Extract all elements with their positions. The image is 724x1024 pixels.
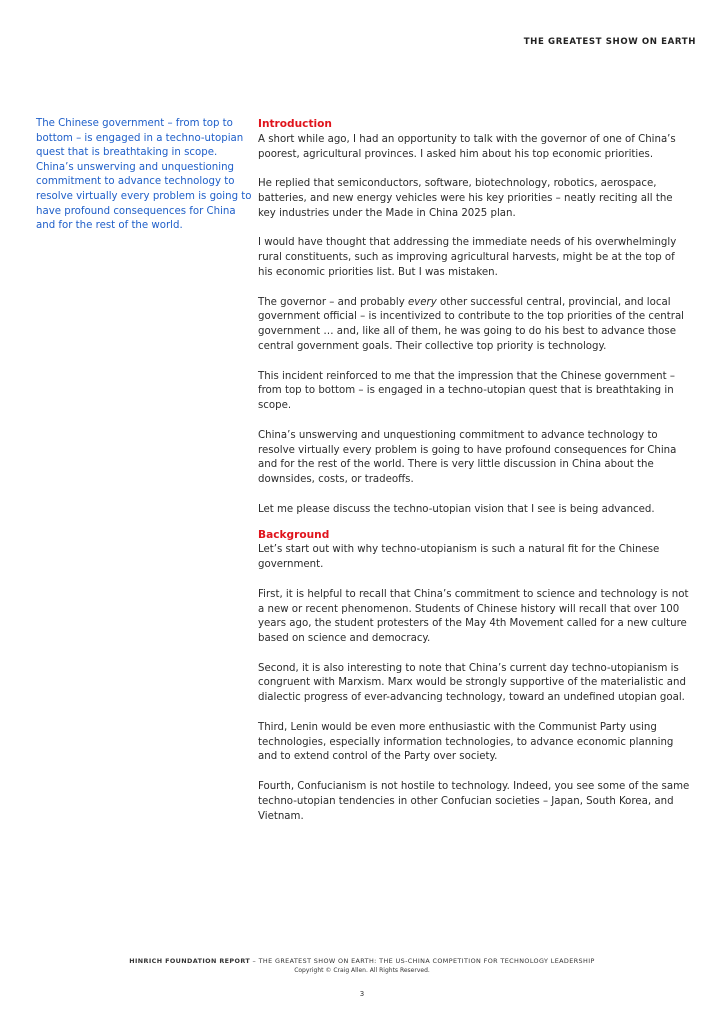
page-number: 3 bbox=[359, 990, 365, 998]
section-heading-background: Background bbox=[258, 528, 330, 541]
copyright-notice: Copyright © Craig Allen. All Rights Reserved. bbox=[294, 967, 430, 974]
paragraph: First, it is helpful to recall that China’s commitment to science and technology is not a new or recent phenomenon. Students of Chinese history will recall that over 100 years ago, the student protesters of the May 4th Movement called for a new culture based on science and democracy. bbox=[258, 588, 689, 645]
paragraph: I would have thought that addressing the immediate needs of his overwhelmingly rural constituents, such as improving agricultural harvests, might be at the top of his economic priorities list. But I was mistaken. bbox=[258, 237, 677, 278]
emphasis-text: every bbox=[407, 296, 437, 308]
paragraph: Second, it is also interesting to note that China’s current day techno-utopianism is congruent with Marxism. Marx would be strongly supportive of the materialistic and dialectic progress of ever-advancing technology, toward an undefined utopian goal. bbox=[258, 662, 686, 704]
running-header: THE GREATEST SHOW ON EARTH bbox=[523, 37, 696, 47]
paragraph: Let me please discuss the techno-utopian vision that I see is being advanced. bbox=[258, 503, 655, 515]
paragraph: A short while ago, I had an opportunity to talk with the governor of one of China’s poorest, agricultural provinces. I asked him about his top economic priorities. bbox=[258, 133, 676, 160]
paragraph: Third, Lenin would be even more enthusiastic with the Communist Party using technologies, especially information technologies, to advance economic planning and to extend control of the Party over society. bbox=[258, 721, 674, 763]
footer-report-label: HINRICH FOUNDATION REPORT bbox=[129, 957, 251, 965]
text-run: other successful central, provincial, and local government official – is incentivized to contribute to the top priorities of the central government … and, like all of them, he was going to do his best to advance those central government goals. Their collective top priority is technology. bbox=[258, 296, 685, 352]
paragraph: China’s unswerving and unquestioning commitment to advance technology to resolve virtually every problem is going to have profound consequences for China and for the rest of the world. There is very little discussion in China about the downsides, costs, or tradeoffs. bbox=[258, 429, 677, 486]
section-heading-introduction: Introduction bbox=[258, 118, 332, 130]
paragraph: Let’s start out with why techno-utopianism is such a natural fit for the Chinese government. bbox=[258, 544, 660, 571]
text-run: The governor – and probably bbox=[258, 296, 408, 308]
paragraph: Fourth, Confucianism is not hostile to technology. Indeed, you see some of the same techno-utopian tendencies in other Confucian societies – Japan, South Korea, and Vietnam. bbox=[258, 781, 690, 822]
footer-report-title: – THE GREATEST SHOW ON EARTH: THE US-CHINA COMPETITION FOR TECHNOLOGY LEADERSHIP bbox=[250, 957, 595, 965]
paragraph: This incident reinforced to me that the impression that the Chinese government – from top to bottom – is engaged in a techno-utopian quest that is breathtaking in scope. bbox=[258, 370, 675, 412]
pull-quote: The Chinese government – from top to bottom – is engaged in a techno-utopian quest that is breathtaking in scope. China’s unswerving and unquestioning commitment to advance technology to resolve virtually every problem is going to have profound consequences for China and for the rest of the world. bbox=[36, 118, 252, 232]
paragraph: He replied that semiconductors, software, biotechnology, robotics, aerospace, batteries, and new energy vehicles were his key priorities – neatly reciting all the key industries under the Made in China 2025 plan. bbox=[258, 178, 673, 219]
paragraph-governor bbox=[258, 296, 690, 355]
article-body bbox=[258, 117, 690, 839]
footer-report-line bbox=[0, 957, 724, 965]
